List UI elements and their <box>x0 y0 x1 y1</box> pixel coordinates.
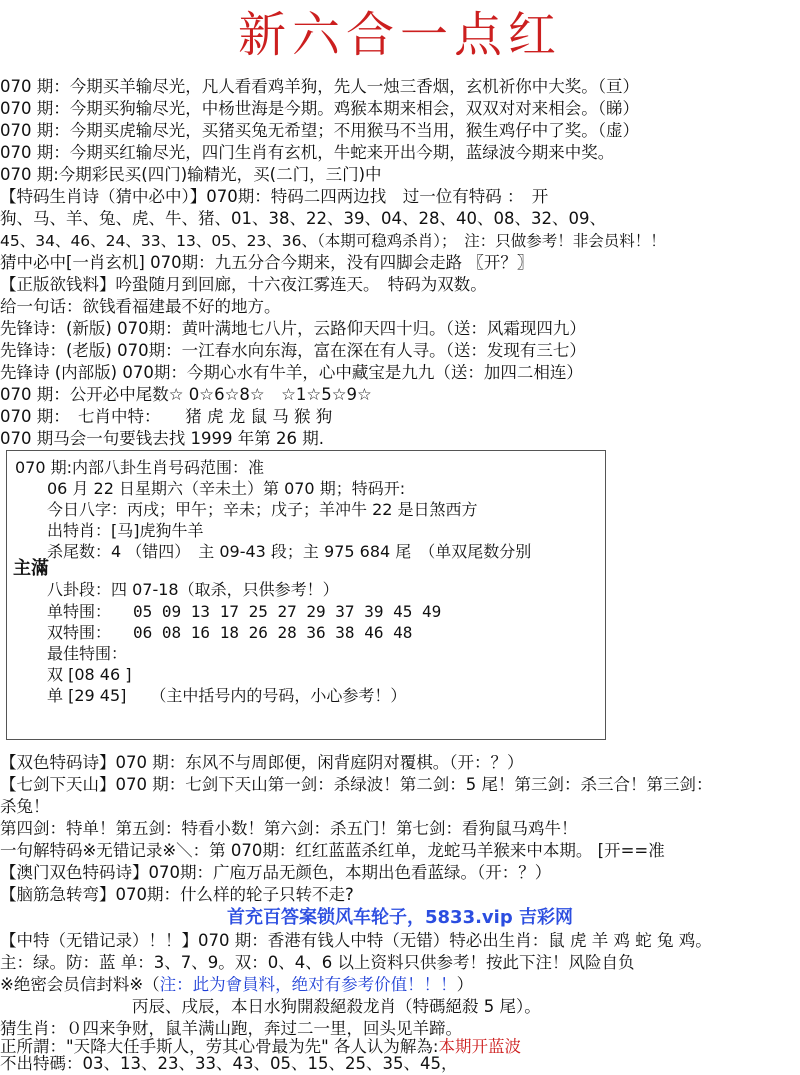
text-line: 【正版欲钱料】吟蛩随月到回廊，十六夜江雾连天。 特码为双数。 <box>0 275 487 294</box>
text-line: 【七剑下天山】070 期：七剑下天山第一剑：杀绿波！第二剑：5 尾！第三剑：杀三合！第三剑： <box>0 775 713 794</box>
text-line: 【澳门双色特码诗】070期：广庖万品无颜色，本期出色看蓝绿。（开：？） <box>0 863 552 882</box>
no-special-line: 不出特碼：03、13、23、33、43、05、15、25、35、45， <box>0 1054 458 1073</box>
text-line: 猜生肖：０四来争财，鼠羊满山跑，奔过二一里，回头见羊蹄。 <box>0 1019 462 1038</box>
text-line: 070 期： 七肖中特： 猪 虎 龙 鼠 马 猴 狗 <box>0 407 333 426</box>
text-line: 猜中必中[一肖玄机] 070期：九五分合今期来，没有四脚会走路 〖开？〗 <box>0 253 534 272</box>
text-line: 070 期：今期买红输尽光，四门生肖有玄机，牛蛇来开出今期，蓝绿波今期来中奖。 <box>0 143 615 162</box>
text-line: 狗、马、羊、兔、虎、牛、猪、01、38、22、39、04、28、40、08、32、09、 <box>0 209 606 228</box>
watermark-link[interactable]: 首充百答案锁风车轮子，5833.vip 吉彩网 <box>227 907 573 928</box>
text-line: 070 期：今期买羊输尽光，凡人看看鸡羊狗，先人一烛三香烟，玄机祈你中大奖。（亘） <box>0 77 639 96</box>
text-line: 070 期:今期彩民买(四门)输精光，买(二门，三门)中 <box>0 165 382 184</box>
secret-suffix: ） <box>456 975 474 994</box>
text-line: 【中特（无错记录）！！】070 期：香港有钱人中特（无错）特必出生肖：鼠 虎 羊 鸡 蛇 兔 鸡。 <box>0 931 712 950</box>
text-line: 先锋诗：(新版) 070期：黄叶满地七八片，云路仰天四十归。（送：风霜现四九） <box>0 319 586 338</box>
text-line: 070 期：今期买狗输尽光，中杨世海是今期。鸡猴本期来相会，双双对对来相会。（睇） <box>0 99 639 118</box>
box-tail: 杀尾数：4 （错四） 主 09-43 段；主 975 684 尾 （单双尾数分别 <box>47 542 532 561</box>
secret-note: 注：此为會員料，绝对有参考价值！！！ <box>159 975 457 994</box>
text-line: 先锋诗 (内部版) 070期：今期心水有牛羊，心中藏宝是九九（送：加四二相连） <box>0 363 583 382</box>
box-bazi: 今日八字：丙戌；甲午；辛未；戊子；羊冲牛 22 是日煞西方 <box>47 500 478 519</box>
text-line: 070 期：公开必中尾数☆ 0☆6☆8☆ ☆1☆5☆9☆ <box>0 385 372 404</box>
best-odd: 单 [29 45] （主中括号内的号码，小心参考！） <box>47 686 407 705</box>
text-line: 【特码生肖诗（猜中必中）】070期：特码二四两边找 过一位有特码 ： 开 <box>0 187 549 206</box>
text-line: 丙辰、戌辰，本日水狗開殺絕殺龙肖（特碼絕殺 5 尾）。 <box>0 997 541 1016</box>
bagua-box <box>6 450 606 740</box>
box-zodiac: 出特肖：[马]虎狗牛羊 <box>47 521 204 540</box>
text-line: 杀兔！ <box>0 797 50 816</box>
text-line: 一句解特码※无错记录※＼：第 070期：红红蓝蓝杀红单，龙蛇马羊猴来中本期。 [开==准 <box>0 841 665 860</box>
box-date: 06 月 22 日星期六（辛未土）第 070 期；特码开: <box>47 479 406 498</box>
text-line: 给一句话：欲钱看福建最不好的地方。 <box>0 297 281 316</box>
even-numbers: 06 08 16 18 26 28 36 38 46 48 <box>133 623 413 642</box>
secret-line <box>0 974 473 996</box>
text-line: 070 期：今期买虎输尽光，买猪买兔无希望；不用猴马不当用，猴生鸡仔中了奖。（虚） <box>0 121 639 140</box>
text-line: 先锋诗：(老版) 070期：一江春水向东海，富在深在有人寻。（送：发现有三七） <box>0 341 586 360</box>
odd-numbers: 05 09 13 17 25 27 29 37 39 45 49 <box>133 602 442 621</box>
text-line: 第四剑：特单！第五剑：特看小数！第六剑：杀五门！第七剑：看狗鼠马鸡牛！ <box>0 819 578 838</box>
overlay-text: 主滿 <box>13 558 49 579</box>
answer-text: 正所謂："天降大任手斯人，劳其心骨最为先" 各人认为解為: <box>0 1037 439 1056</box>
page-title: 新六合一点红 <box>237 7 562 63</box>
even-label: 双特围： <box>47 623 112 642</box>
secret-prefix: ※绝密会员信封料※（ <box>0 975 160 994</box>
answer-highlight: 本期开蓝波 <box>438 1037 521 1056</box>
odd-label: 单特围： <box>47 602 112 621</box>
box-bagua: 八卦段：四 07-18（取杀，只供参考！） <box>47 580 339 599</box>
best-label: 最佳特围： <box>47 644 128 663</box>
box-header: 070 期:内部八卦生肖号码范围：准 <box>15 458 265 477</box>
text-line: 【双色特码诗】070 期：东风不与周郎便，闲背庭阴对覆棋。（开：？） <box>0 753 524 772</box>
text-line: 070 期马会一句要钱去找 1999 年第 26 期. <box>0 429 324 448</box>
text-line: 45、34、46、24、33、13、05、23、36、（本期可稳鸡杀肖）； 注：只做参考！非会员料！！ <box>0 232 666 250</box>
text-line: 主：绿。防：蓝 单：3、7、9。双：0、4、6 以上资料只供参考！按此下注！风险自负 <box>0 953 635 972</box>
text-line: 【脑筋急转弯】070期：什么样的轮子只转不走? <box>0 885 354 904</box>
best-even: 双 [08 46 ] <box>47 665 132 684</box>
